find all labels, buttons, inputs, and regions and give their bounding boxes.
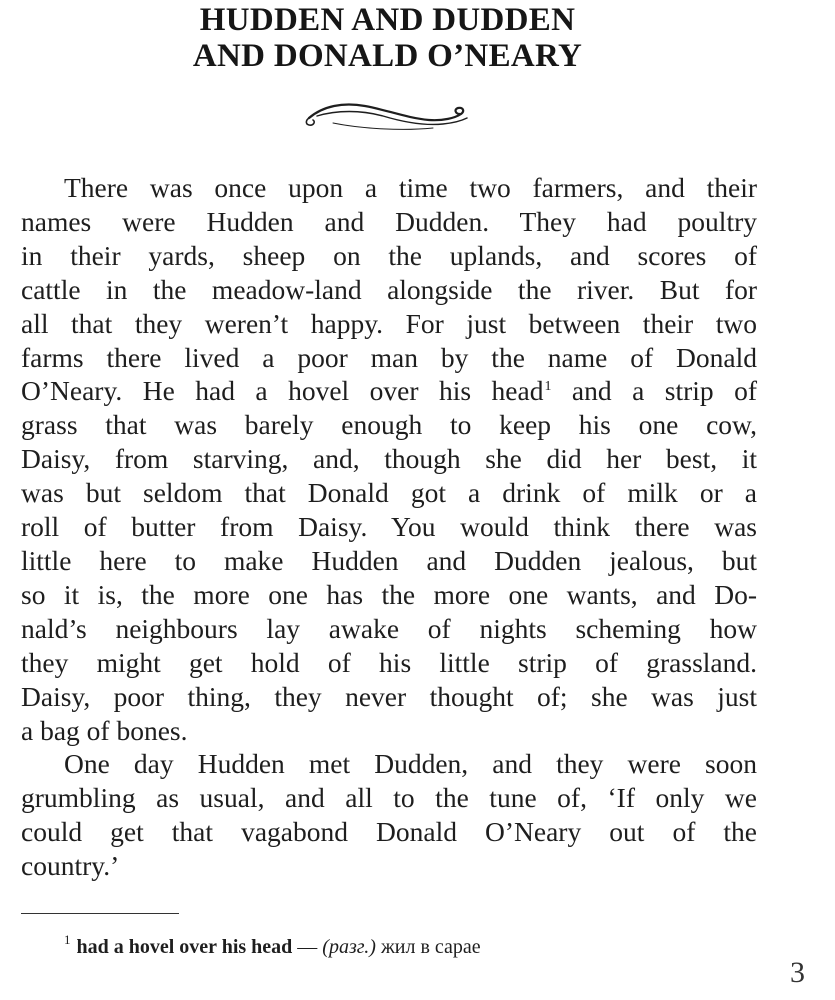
footnote-dash: — (292, 936, 323, 958)
text-line: country.’ (21, 850, 120, 882)
text-line: One day Hudden met Dudden, and they were soon (64, 748, 757, 780)
text-segment: O’Neary. He had a hovel over his head (21, 375, 544, 407)
text-line: in their yards, sheep on the uplands, and scores of (21, 239, 757, 271)
chapter-title-line-1: HUDDEN AND DUDDEN (199, 2, 576, 38)
text-line: they might get hold of his little strip of grassland. (21, 646, 757, 678)
text-line: Daisy, from starving, and, though she did her best, it (21, 443, 757, 475)
text-line: grass that was barely enough to keep his one cow, (21, 409, 757, 441)
text-line: little here to make Hudden and Dudden jealous, but (21, 544, 757, 576)
text-line: so it is, the more one has the more one wants, and Do- (21, 578, 757, 610)
text-segment: and a strip of (571, 375, 758, 407)
footnote (64, 924, 481, 963)
text-line: There was once upon a time two farmers, and their (64, 172, 757, 203)
footnote-translation: жил в сарае (375, 936, 481, 958)
footnote-note: (разг.) (322, 936, 376, 958)
text-line: nald’s neighbours lay awake of nights scheming how (21, 612, 757, 644)
scroll-flourish-icon (303, 96, 471, 136)
text-line: grumbling as usual, and all to the tune of, ‘If only we (21, 782, 757, 814)
footnote-number: 1 (64, 932, 71, 947)
text-line-with-footnote (21, 374, 757, 408)
chapter-title (0, 2, 775, 74)
text-line: was but seldom that Donald got a drink of milk or a (21, 477, 757, 509)
text-line: could get that vagabond Donald O’Neary out of the (21, 816, 757, 848)
text-line: all that they weren’t happy. For just between their two (21, 307, 757, 339)
text-line: roll of butter from Daisy. You would think there was (21, 511, 757, 543)
text-line: names were Hudden and Dudden. They had poultry (21, 205, 757, 237)
chapter-title-line-2: AND DONALD O’NEARY (192, 38, 583, 74)
story-text (21, 171, 757, 883)
footnote-divider (21, 913, 179, 914)
footnote-term: had a hovel over his head (76, 936, 293, 958)
text-line: a bag of bones. (21, 714, 188, 746)
text-line: farms there lived a poor man by the name of Donald (21, 341, 757, 373)
text-line: cattle in the meadow-land alongside the river. But for (21, 273, 757, 305)
footnote-reference[interactable]: 1 (544, 379, 552, 395)
page-number: 3 (790, 956, 805, 989)
text-line: Daisy, poor thing, they never thought of; she was just (21, 680, 757, 712)
